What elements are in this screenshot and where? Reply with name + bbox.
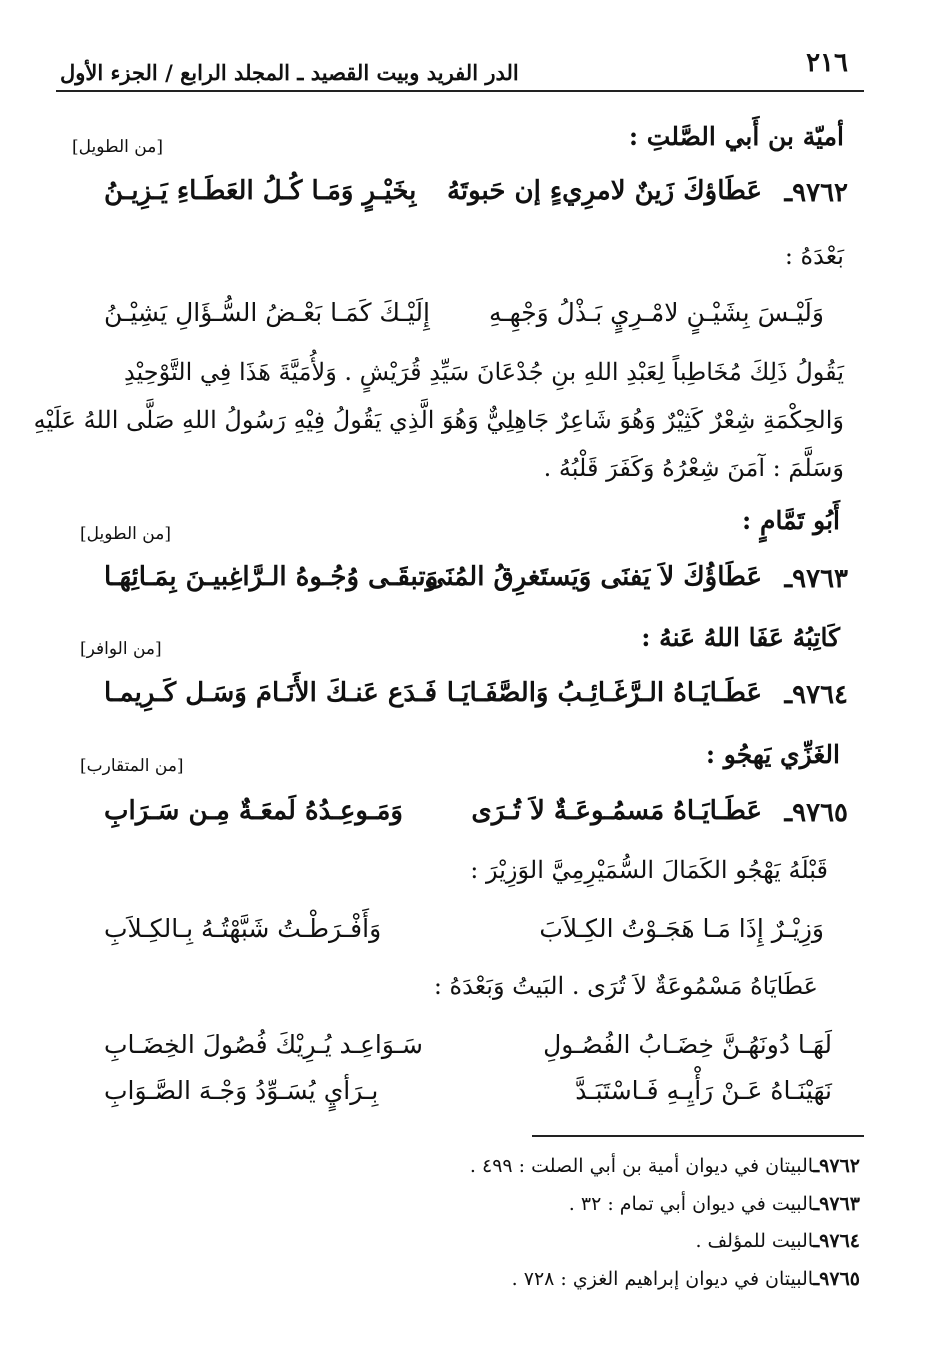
transition-text: عَطَايَاهُ مَسْمُوعَةٌ لاَ تُرَى . البَيتُ وَبَعْدَهُ :	[433, 972, 818, 1000]
meter-label: [من الوافر]	[80, 639, 162, 659]
meter-label: [من الطويل]	[80, 524, 171, 544]
verse-first-hemistich: نَهَيْنَـاهُ عَـنْ رَأْيِـهِ فَـاسْتَبَـدَّ	[575, 1076, 832, 1105]
poet-name: أميّة بن أَبي الصَّلتِ :	[628, 122, 844, 151]
footnote	[569, 1193, 860, 1215]
verse-second-hemistich: وَمَـوعِـدُهُ لَمعَـةٌ مِـن سَـرَابِ	[104, 796, 403, 826]
footnote-number: ٩٧٦٢ـ	[813, 1155, 860, 1177]
footnote-text: البيت في ديوان أبي تمام : ٣٢ .	[568, 1193, 814, 1215]
verse-second-hemistich: فَـدَع عَنـكَ الأَنَـامَ وَسَـل كَـرِيمـا	[104, 678, 438, 708]
poet-name: الغَزِّي يَهجُو :	[705, 740, 840, 769]
footnote	[512, 1268, 860, 1290]
footnote-number: ٩٧٦٣ـ	[813, 1193, 860, 1215]
verse-first-hemistich: عَطَاؤكَ زَينٌ لامرِيءٍ إن حَبوتَهُ	[446, 176, 762, 206]
verse-second-hemistich: وَتبقَـى وُجُـوهُ الـرَّاغِبيـنَ بِمَـائِهَـا	[104, 562, 439, 592]
meter-label: [من الطويل]	[72, 137, 163, 157]
commentary-line: يَقُولُ ذَلِكَ مُخَاطِباً لِعَبْدِ اللهِ بنِ جُدْعَانَ سَيِّدِ قُرَيْشٍ . وَلأُمَيَّةَ هَذَا فِي التَّوْحِيْدِ	[123, 358, 844, 386]
footnote-rule	[532, 1135, 864, 1137]
verse-first-hemistich: عَطَاؤُكَ لاَ يَفنَى وَيَستَغرِقُ المُنَى	[424, 562, 762, 592]
page-number: ٢١٦	[806, 48, 848, 78]
transition-text: قَبْلَهُ يَهْجُو الكَمَالَ السُّمَيْرِمِيَّ الوَزِيْرَ :	[470, 856, 828, 884]
poet-name: أَبُو تَمَّامٍ :	[742, 506, 840, 535]
verse-second-hemistich: سَـوَاعِـد يُـرِيْكَ فُصُولَ الخِضَـابِ	[104, 1030, 424, 1059]
transition-text: بَعْدَهُ :	[784, 242, 844, 270]
footnote	[695, 1230, 860, 1252]
verse-second-hemistich: بِخَيْـرٍ وَمَـا كُـلُ العَطَـاءِ يَـزِيـنُ	[104, 176, 417, 206]
commentary-line: وَالحِكْمَةِ شِعْرٌ كَثِيْرٌ وَهُوَ شَاعِرٌ جَاهِلِيٌّ وَهُوَ الَّذِي يَقُولُ فِيْهِ رَسُولُ اللهِ صَلَّى اللهُ عَلَيْهِ	[33, 406, 844, 434]
verse-number: ٩٧٦٣ـ	[784, 564, 848, 594]
meter-label: [من المتقارب]	[80, 756, 184, 776]
footnote-number: ٩٧٦٤ـ	[813, 1230, 860, 1252]
footnote	[470, 1155, 860, 1177]
running-header-title: الدر الفريد وبيت القصيد ـ المجلد الرابع / الجزء الأول	[60, 60, 519, 85]
verse-second-hemistich: وَأَفْـرَطْـتُ شَبَّهْتُـهُ بِـالكِـلاَبِ	[104, 914, 382, 943]
poet-name: كَاتِبُهُ عَفَا اللهُ عَنهُ :	[641, 623, 840, 652]
verse-first-hemistich: وَلَيْـسَ بِشَيْـنٍ لامْـرِيٍ بَـذْلُ وَجْهِـهِ	[488, 298, 824, 327]
verse-number: ٩٧٦٤ـ	[784, 680, 848, 710]
verse-number: ٩٧٦٢ـ	[784, 178, 848, 208]
footnote-text: البيت للمؤلف .	[695, 1230, 814, 1252]
commentary-line: وَسَلَّمَ : آمَنَ شِعْرُهُ وَكَفَرَ قَلْبُهُ .	[543, 454, 844, 482]
verse-first-hemistich: عَطَـايَـاهُ مَسمُـوعَـةٌ لاَ تُـرَى	[471, 796, 762, 826]
verse-second-hemistich: إِلَيْـكَ كَمَـا بَعْـضُ السُّـؤَالِ يَشِيْـنُ	[104, 298, 430, 327]
footnote-number: ٩٧٦٥ـ	[813, 1268, 860, 1290]
verse-number: ٩٧٦٥ـ	[784, 798, 848, 828]
footnote-text: البيتان في ديوان أمية بن أبي الصلت : ٤٩٩ .	[469, 1155, 814, 1177]
footnote-text: البيتان في ديوان إبراهيم الغزي : ٧٢٨ .	[511, 1268, 814, 1290]
verse-first-hemistich: عَطَـايَـاهُ الـرَّغَـائِـبُ وَالصَّفَـايَـا	[446, 678, 762, 708]
verse-second-hemistich: بِـرَأيٍ يُسَـوِّدُ وَجْـهَ الصَّـوَابِ	[104, 1076, 379, 1105]
verse-first-hemistich: لَهَـا دُونَهُـنَّ خِضَـابُ الفُصُـولِ	[543, 1030, 832, 1059]
verse-first-hemistich: وَزِيْـرٌ إِذَا مَـا هَجَـوْتُ الكِـلاَبَ	[539, 914, 824, 943]
header-rule	[56, 90, 864, 92]
